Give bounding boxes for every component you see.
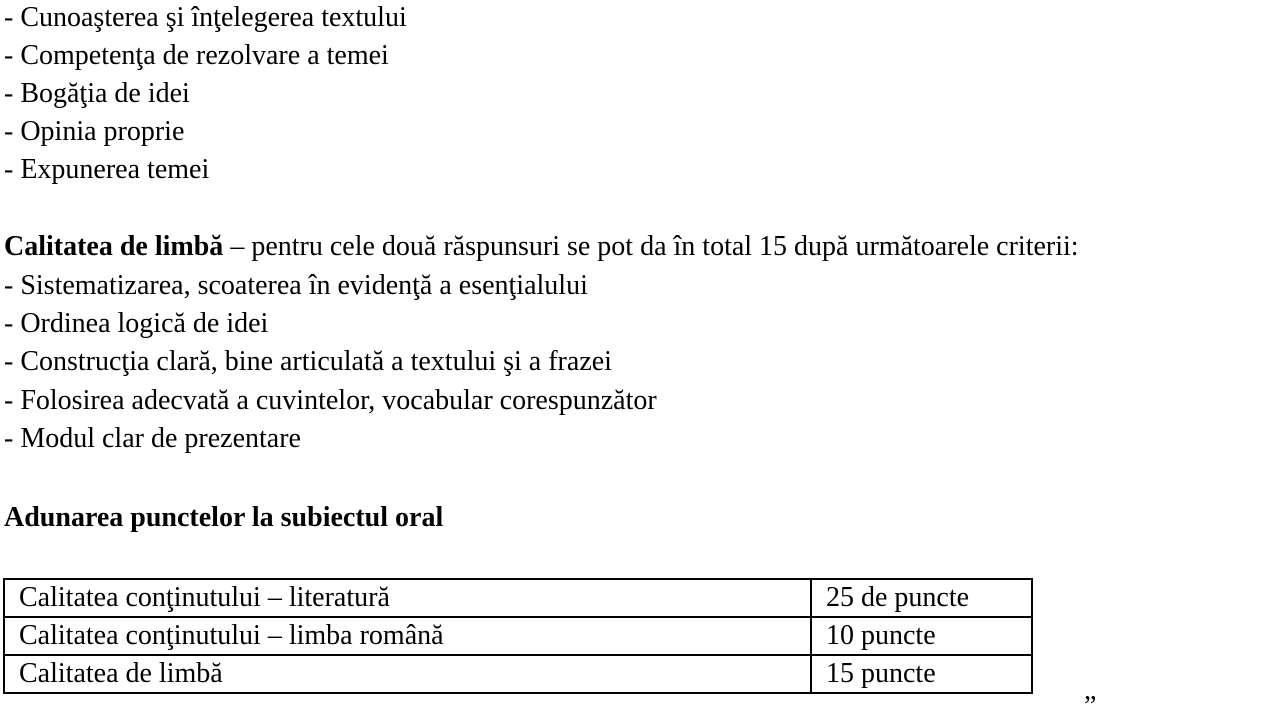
table-row <box>4 617 1032 655</box>
list-item: - Competenţa de rezolvare a temei <box>4 40 389 71</box>
list-item: - Modul clar de prezentare <box>4 423 301 454</box>
calitatea-limba-heading: Calitatea de limbă <box>4 231 224 262</box>
list-item: - Folosirea adecvată a cuvintelor, vocabular corespunzător <box>4 385 657 416</box>
list-item: - Ordinea logică de idei <box>4 308 269 339</box>
calitatea-limba-text: – pentru cele două răspunsuri se pot da în total 15 după următoarele criterii: <box>223 231 1079 262</box>
list-item: - Sistematizarea, scoaterea în evidenţă a esenţialului <box>4 270 588 301</box>
table-cell-criterion: Calitatea conţinutului – literatură <box>4 579 811 617</box>
section-heading: Adunarea punctelor la subiectul oral <box>4 502 444 533</box>
list-item: - Construcţia clară, bine articulată a textului şi a frazei <box>4 346 612 377</box>
table-row <box>4 655 1032 693</box>
list-item: - Bogăţia de idei <box>4 78 190 109</box>
points-table <box>3 578 1033 694</box>
list-item: - Expunerea temei <box>4 154 210 185</box>
list-item: - Cunoaşterea şi înţelegerea textului <box>4 2 407 33</box>
table-cell-points: 10 puncte <box>811 617 1032 655</box>
calitatea-limba-paragraph <box>4 233 1079 261</box>
list-item: - Opinia proprie <box>4 116 185 147</box>
table-cell-criterion: Calitatea conţinutului – limba română <box>4 617 811 655</box>
table-cell-points: 25 de puncte <box>811 579 1032 617</box>
table-row <box>4 579 1032 617</box>
table-cell-points: 15 puncte <box>811 655 1032 693</box>
table-cell-criterion: Calitatea de limbă <box>4 655 811 693</box>
closing-quote: ” <box>1084 691 1097 722</box>
